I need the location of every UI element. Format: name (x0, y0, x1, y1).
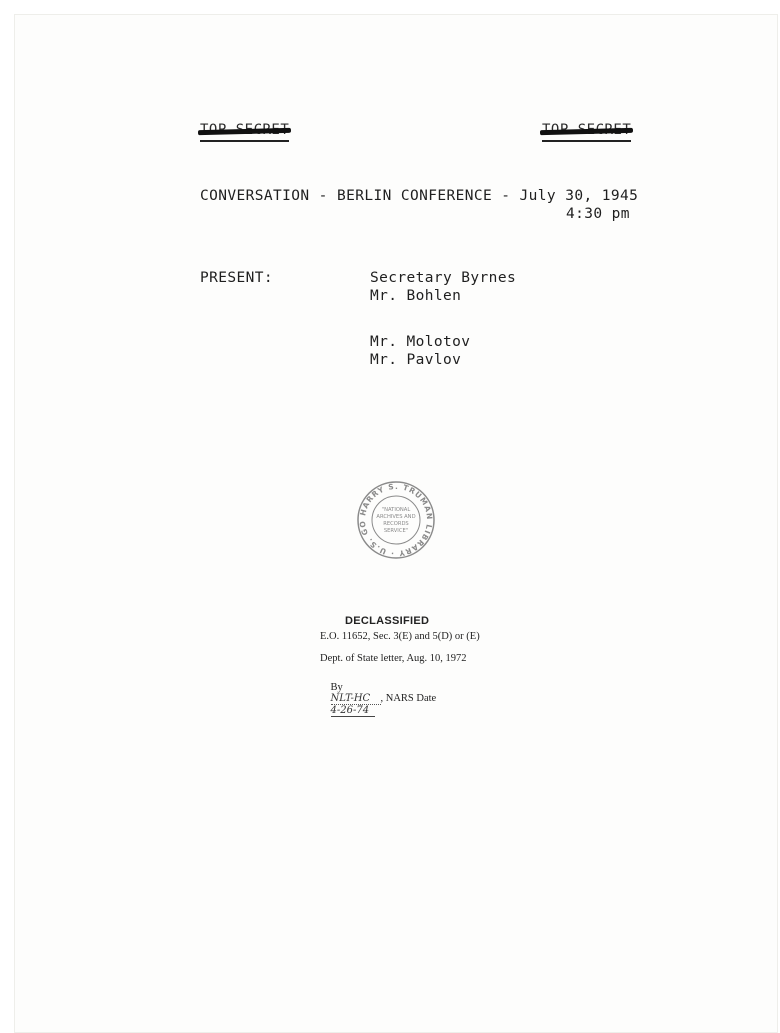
stamp-inner-line: "NATIONAL (381, 507, 411, 513)
declassified-title: DECLASSIFIED (345, 615, 430, 627)
by-label: By (330, 682, 343, 693)
attendee-name: Mr. Molotov (370, 334, 471, 350)
declassification-signature-line (320, 671, 436, 728)
document-time: 4:30 pm (566, 206, 630, 222)
document-title: CONVERSATION - BERLIN CONFERENCE - July 30, 1945 (200, 188, 639, 204)
nars-date-label: , NARS Date (380, 693, 437, 704)
attendee-name: Mr. Pavlov (370, 352, 462, 368)
declassification-letter: Dept. of State letter, Aug. 10, 1972 (320, 653, 467, 664)
handwritten-initials: NLT-HC (331, 693, 381, 705)
stamp-inner-line: ARCHIVES AND (376, 514, 416, 520)
declassification-authority: E.O. 11652, Sec. 3(E) and 5(D) or (E) (320, 631, 480, 642)
attendee-name: Mr. Bohlen (370, 288, 462, 304)
stamp-inner-line: RECORDS (383, 521, 409, 527)
stamp-outer-text: HARRY S. TRUMAN LIBRARY · U.S. GO (357, 481, 435, 559)
classification-underline (200, 140, 289, 142)
library-stamp (356, 480, 436, 560)
present-label: PRESENT: (200, 270, 274, 286)
classification-left (200, 122, 289, 138)
attendee-name: Secretary Byrnes (370, 270, 517, 286)
classification-underline (542, 140, 631, 142)
classification-right (542, 122, 631, 138)
handwritten-date: 4-26-74 (331, 705, 375, 717)
stamp-seal-icon (356, 480, 436, 560)
stamp-inner-line: SERVICE" (383, 528, 409, 534)
document-page (14, 14, 778, 1033)
